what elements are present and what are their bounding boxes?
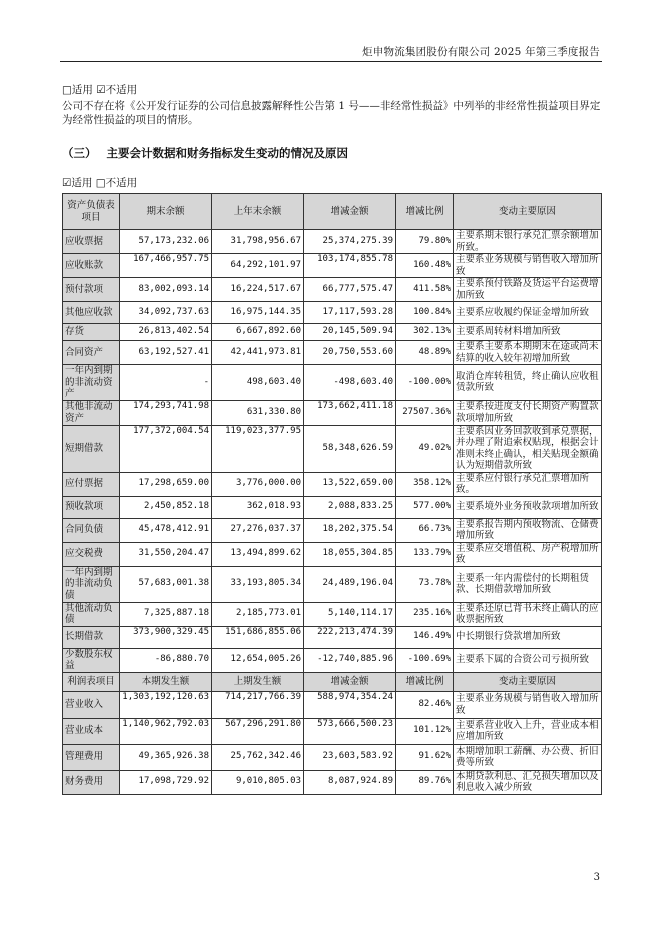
income-header-cell: 增减金额 <box>304 672 396 691</box>
change-reason: 主要系还原已背书未终止确认的应收票据所致 <box>454 602 602 626</box>
row-item: 营业收入 <box>63 691 120 718</box>
value-change: 24,489,196.04 <box>304 566 396 602</box>
row-item: 合同负债 <box>63 518 120 542</box>
table-row <box>63 518 602 542</box>
value-current: 83,002,093.14 <box>120 278 212 302</box>
change-ratio: -100.69% <box>396 648 454 672</box>
value-current: 1,303,192,120.63 <box>120 691 212 718</box>
income-header-cell: 变动主要原因 <box>454 672 602 691</box>
change-ratio: 66.73% <box>396 518 454 542</box>
table-row <box>63 365 602 401</box>
value-change: -12,740,885.96 <box>304 648 396 672</box>
value-previous: 2,185,773.01 <box>212 602 304 626</box>
change-ratio: -100.00% <box>396 365 454 401</box>
value-previous: 31,798,956.67 <box>212 230 304 254</box>
table-row <box>63 302 602 324</box>
change-ratio: 100.84% <box>396 302 454 324</box>
change-reason: 主要系应交增值税、房产税增加所致 <box>454 542 602 566</box>
value-change: 573,666,500.23 <box>304 718 396 744</box>
financial-change-table <box>62 193 602 795</box>
value-current: 373,900,329.45 <box>120 626 212 648</box>
table-row <box>63 626 602 648</box>
table-row <box>63 744 602 770</box>
value-change: 20,145,509.94 <box>304 324 396 341</box>
table-row <box>63 542 602 566</box>
change-reason: 主要系主要系本期期末在途或尚未结算的收入较年初增加所致 <box>454 341 602 365</box>
change-reason: 主要系应付银行承兑汇票增加所致。 <box>454 472 602 496</box>
change-ratio: 82.46% <box>396 691 454 718</box>
page-number: 3 <box>593 872 600 883</box>
value-previous: 64,292,101.97 <box>212 254 304 278</box>
change-reason: 主要系一年内需偿付的长期租赁款、长期借款增加所致 <box>454 566 602 602</box>
section-title: 主要会计数据和财务指标发生变动的情况及原因 <box>106 146 348 160</box>
change-ratio: 27507.36% <box>396 400 454 425</box>
balance-header-cell: 上年末余额 <box>212 194 304 230</box>
value-change: 13,522,659.00 <box>304 472 396 496</box>
value-current: 17,098,729.92 <box>120 770 212 794</box>
change-ratio: 48.89% <box>396 341 454 365</box>
value-previous: 9,010,805.03 <box>212 770 304 794</box>
value-previous: 16,975,144.35 <box>212 302 304 324</box>
change-reason: 主要系期末银行承兑汇票余额增加所致。 <box>454 230 602 254</box>
value-previous: 3,776,000.00 <box>212 472 304 496</box>
row-item: 长期借款 <box>63 626 120 648</box>
value-current: 57,173,232.06 <box>120 230 212 254</box>
value-change: 2,088,833.25 <box>304 496 396 518</box>
change-ratio: 302.13% <box>396 324 454 341</box>
value-previous: 16,224,517.67 <box>212 278 304 302</box>
value-current: 7,325,887.18 <box>120 602 212 626</box>
row-item: 应收票据 <box>63 230 120 254</box>
income-header-cell: 上期发生额 <box>212 672 304 691</box>
value-current: 17,298,659.00 <box>120 472 212 496</box>
change-reason: 主要系业务规模与销售收入增加所致 <box>454 254 602 278</box>
change-reason: 取消仓库转租赁，终止确认应收租赁款所致 <box>454 365 602 401</box>
change-ratio: 89.76% <box>396 770 454 794</box>
change-ratio: 146.49% <box>396 626 454 648</box>
table-row <box>63 341 602 365</box>
value-previous: 631,330.80 <box>212 400 304 425</box>
value-change: 18,202,375.54 <box>304 518 396 542</box>
value-current: 26,813,402.54 <box>120 324 212 341</box>
row-item: 应交税费 <box>63 542 120 566</box>
table-option: ☑适用 □不适用 <box>62 177 138 189</box>
value-previous: 12,654,005.26 <box>212 648 304 672</box>
value-current: 177,372,004.54 <box>120 425 212 472</box>
change-ratio: 133.79% <box>396 542 454 566</box>
value-previous: 362,018.93 <box>212 496 304 518</box>
income-header-cell: 利润表项目 <box>63 672 120 691</box>
table-row <box>63 472 602 496</box>
value-previous: 33,193,805.34 <box>212 566 304 602</box>
change-ratio: 235.16% <box>396 602 454 626</box>
table-row <box>63 230 602 254</box>
row-item: 应收账款 <box>63 254 120 278</box>
table-row <box>63 254 602 278</box>
change-ratio: 91.62% <box>396 744 454 770</box>
balance-header-row <box>63 194 602 230</box>
page-header: 炬申物流集团股份有限公司 2025 年第三季度报告 <box>362 46 600 58</box>
value-previous: 25,762,342.46 <box>212 744 304 770</box>
value-current: 49,365,926.38 <box>120 744 212 770</box>
row-item: 短期借款 <box>63 425 120 472</box>
row-item: 一年内到期的非流动负债 <box>63 566 120 602</box>
value-previous: 27,276,037.37 <box>212 518 304 542</box>
value-change: -498,603.40 <box>304 365 396 401</box>
value-previous: 13,494,899.62 <box>212 542 304 566</box>
income-header-row <box>63 672 602 691</box>
change-ratio: 49.02% <box>396 425 454 472</box>
value-previous: 714,217,766.39 <box>212 691 304 718</box>
value-previous: 42,441,973.81 <box>212 341 304 365</box>
value-change: 222,213,474.39 <box>304 626 396 648</box>
table-row <box>63 566 602 602</box>
value-current: 63,192,527.41 <box>120 341 212 365</box>
value-change: 18,055,304.85 <box>304 542 396 566</box>
table-row <box>63 425 602 472</box>
change-ratio: 358.12% <box>396 472 454 496</box>
table-row <box>63 718 602 744</box>
change-reason: 主要系下属的合资公司亏损所致 <box>454 648 602 672</box>
change-ratio: 73.78% <box>396 566 454 602</box>
row-item: 一年内到期的非流动资产 <box>63 365 120 401</box>
section-number: （三） <box>62 146 97 160</box>
table-row <box>63 648 602 672</box>
nonrecurring-option: □适用 ☑不适用 <box>62 84 138 96</box>
row-item: 应付票据 <box>63 472 120 496</box>
value-previous: 151,686,855.06 <box>212 626 304 648</box>
balance-header-cell: 资产负债表项目 <box>63 194 120 230</box>
change-reason: 主要系报告期内预收物流、仓储费增加所致 <box>454 518 602 542</box>
value-previous: 567,296,291.80 <box>212 718 304 744</box>
change-reason: 主要系因业务回款收到承兑票据，并办理了附追索权贴现，根据会计准则未终止确认，相关贴现金额确认为短期借款所致 <box>454 425 602 472</box>
change-reason: 中长期银行贷款增加所致 <box>454 626 602 648</box>
value-current: -86,880.70 <box>120 648 212 672</box>
value-current: 174,293,741.98 <box>120 400 212 425</box>
row-item: 其他应收款 <box>63 302 120 324</box>
balance-header-cell: 增减比例 <box>396 194 454 230</box>
table-row <box>63 496 602 518</box>
change-ratio: 577.00% <box>396 496 454 518</box>
balance-header-cell: 变动主要原因 <box>454 194 602 230</box>
table-row <box>63 770 602 794</box>
value-change: 58,348,626.59 <box>304 425 396 472</box>
table-row <box>63 691 602 718</box>
value-previous: 119,023,377.95 <box>212 425 304 472</box>
value-previous: 6,667,892.60 <box>212 324 304 341</box>
value-change: 23,603,583.92 <box>304 744 396 770</box>
income-header-cell: 本期发生额 <box>120 672 212 691</box>
change-ratio: 160.48% <box>396 254 454 278</box>
change-reason: 主要系业务规模与销售收入增加所致 <box>454 691 602 718</box>
change-ratio: 79.80% <box>396 230 454 254</box>
balance-header-cell: 期末余额 <box>120 194 212 230</box>
row-item: 存货 <box>63 324 120 341</box>
balance-header-cell: 增减金额 <box>304 194 396 230</box>
value-change: 8,087,924.89 <box>304 770 396 794</box>
value-change: 173,662,411.18 <box>304 400 396 425</box>
value-current: 45,478,412.91 <box>120 518 212 542</box>
row-item: 合同资产 <box>63 341 120 365</box>
row-item: 其他非流动资产 <box>63 400 120 425</box>
income-header-cell: 增减比例 <box>396 672 454 691</box>
nonrecurring-text: 公司不存在将《公开发行证券的公司信息披露解释性公告第 1 号——非经常性损益》中列举的非经常性损益项目界定为经常性损益的项目的情形。 <box>62 100 601 126</box>
value-current: 167,466,957.75 <box>120 254 212 278</box>
value-change: 66,777,575.47 <box>304 278 396 302</box>
change-reason: 主要系周转材料增加所致 <box>454 324 602 341</box>
change-reason: 主要系按进度支付长期资产购置款款项增加所致 <box>454 400 602 425</box>
table-row <box>63 324 602 341</box>
value-current: 1,140,962,792.03 <box>120 718 212 744</box>
row-item: 营业成本 <box>63 718 120 744</box>
change-reason: 主要系境外业务预收款项增加所致 <box>454 496 602 518</box>
table-row <box>63 400 602 425</box>
value-current: 2,450,852.18 <box>120 496 212 518</box>
value-current: 57,683,001.38 <box>120 566 212 602</box>
row-item: 管理费用 <box>63 744 120 770</box>
change-ratio: 101.12% <box>396 718 454 744</box>
change-reason: 本期贷款利息、汇兑损失增加以及利息收入减少所致 <box>454 770 602 794</box>
row-item: 少数股东权益 <box>63 648 120 672</box>
value-change: 25,374,275.39 <box>304 230 396 254</box>
value-change: 588,974,354.24 <box>304 691 396 718</box>
row-item: 其他流动负债 <box>63 602 120 626</box>
row-item: 预付款项 <box>63 278 120 302</box>
row-item: 预收款项 <box>63 496 120 518</box>
table-row <box>63 278 602 302</box>
section-heading <box>62 145 348 161</box>
value-previous: 498,603.40 <box>212 365 304 401</box>
change-reason: 本期增加职工薪酬、办公费、折旧费等所致 <box>454 744 602 770</box>
header-rule <box>60 61 602 62</box>
table-row <box>63 602 602 626</box>
value-change: 20,750,553.60 <box>304 341 396 365</box>
value-change: 103,174,855.78 <box>304 254 396 278</box>
value-current: - <box>120 365 212 401</box>
value-current: 34,092,737.63 <box>120 302 212 324</box>
row-item: 财务费用 <box>63 770 120 794</box>
value-change: 17,117,593.28 <box>304 302 396 324</box>
change-reason: 主要系应收履约保证金增加所致 <box>454 302 602 324</box>
value-current: 31,550,204.47 <box>120 542 212 566</box>
change-ratio: 411.58% <box>396 278 454 302</box>
value-change: 5,140,114.17 <box>304 602 396 626</box>
change-reason: 主要系营业收入上升，营业成本相应增加所致 <box>454 718 602 744</box>
change-reason: 主要系预付铁路及货运平台运费增加所致 <box>454 278 602 302</box>
